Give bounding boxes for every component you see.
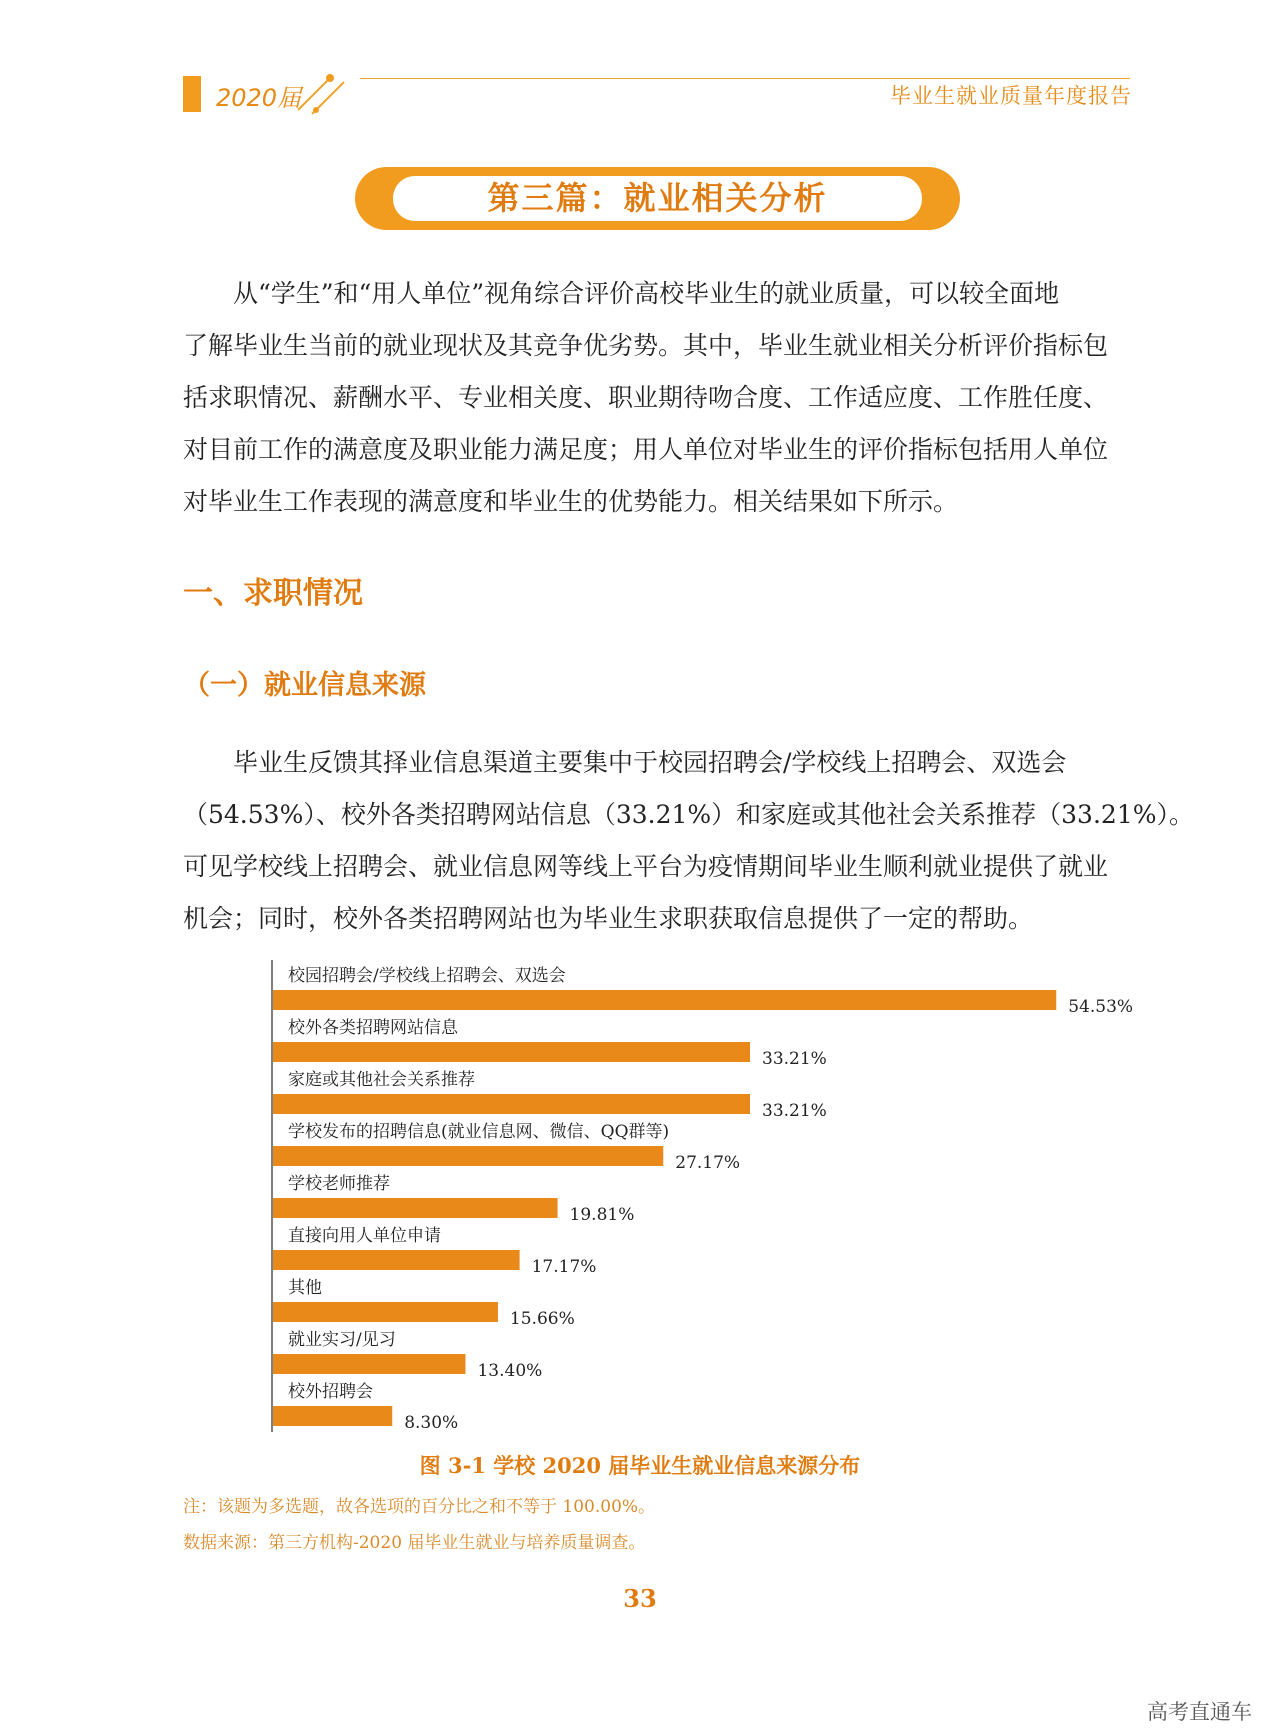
- value-label: 13.40%: [477, 1361, 543, 1381]
- category-label: 其他: [288, 1278, 322, 1298]
- category-label: 家庭或其他社会关系推荐: [288, 1070, 475, 1090]
- bar: [273, 990, 1056, 1010]
- chart-note: 注：该题为多选题，故各选项的百分比之和不等于 100.00%。: [183, 1497, 656, 1517]
- category-label: 校外招聘会: [288, 1382, 373, 1402]
- category-label: 就业实习/见习: [288, 1330, 396, 1350]
- body-paragraph: [183, 737, 1194, 945]
- chart-source: 数据来源：第三方机构-2020 届毕业生就业与培养质量调查。: [183, 1533, 646, 1553]
- intro-line: 括求职情况、薪酬水平、专业相关度、职业期待吻合度、工作适应度、工作胜任度、: [183, 383, 1109, 412]
- section-subheading: （一）就业信息来源: [183, 670, 426, 701]
- bar: [273, 1146, 663, 1166]
- bar: [273, 1042, 750, 1062]
- info-source-bar-chart: [260, 960, 1140, 1440]
- bar: [273, 1250, 520, 1270]
- value-label: 54.53%: [1068, 997, 1134, 1017]
- value-label: 33.21%: [762, 1049, 827, 1069]
- intro-line: 对目前工作的满意度及职业能力满足度；用人单位对毕业生的评价指标包括用人单位: [183, 435, 1109, 464]
- category-label: 校外各类招聘网站信息: [288, 1018, 458, 1038]
- section-banner-title: 第三篇：就业相关分析: [487, 179, 828, 217]
- bar: [273, 1094, 750, 1114]
- body-line: 机会；同时，校外各类招聘网站也为毕业生求职获取信息提供了一定的帮助。: [183, 904, 1034, 933]
- category-label: 学校发布的招聘信息(就业信息网、微信、QQ群等): [288, 1122, 670, 1142]
- intro-paragraph: [183, 268, 1128, 528]
- value-label: 8.30%: [404, 1413, 459, 1433]
- page-number: 33: [623, 1584, 657, 1613]
- bar: [273, 1406, 392, 1426]
- body-line: （54.53%）、校外各类招聘网站信息（33.21%）和家庭或其他社会关系推荐（33.21%）。: [183, 800, 1194, 829]
- value-label: 17.17%: [531, 1257, 597, 1277]
- intro-line: 了解毕业生当前的就业现状及其竞争优劣势。其中，毕业生就业相关分析评价指标包: [183, 331, 1109, 360]
- watermark: 高考直通车: [1147, 1700, 1252, 1724]
- chart-title: 图 3-1 学校 2020 届毕业生就业信息来源分布: [419, 1453, 861, 1478]
- value-label: 27.17%: [675, 1153, 741, 1173]
- header-title: 毕业生就业质量年度报告: [890, 84, 1132, 108]
- intro-line: 对毕业生工作表现的满意度和毕业生的优势能力。相关结果如下所示。: [183, 487, 959, 516]
- header-year: 2020届: [216, 84, 302, 112]
- value-label: 33.21%: [762, 1101, 827, 1121]
- value-label: 15.66%: [509, 1309, 575, 1329]
- value-label: 19.81%: [569, 1205, 635, 1225]
- body-line: 可见学校线上招聘会、就业信息网等线上平台为疫情期间毕业生顺利就业提供了就业: [183, 852, 1109, 881]
- category-label: 直接向用人单位申请: [288, 1226, 441, 1246]
- section-heading: 一、求职情况: [183, 576, 363, 611]
- header-accent-bar: [183, 76, 201, 112]
- body-line: 毕业生反馈其择业信息渠道主要集中于校园招聘会/学校线上招聘会、双选会: [183, 748, 1067, 777]
- bar: [273, 1354, 465, 1374]
- bar: [273, 1198, 558, 1218]
- category-label: 学校老师推荐: [288, 1174, 390, 1194]
- header-rule: [360, 78, 1130, 79]
- header-decoration-icon: [290, 70, 370, 120]
- category-label: 校园招聘会/学校线上招聘会、双选会: [288, 966, 566, 986]
- bar: [273, 1302, 498, 1322]
- intro-line: 从“学生”和“用人单位”视角综合评价高校毕业生的就业质量，可以较全面地: [183, 279, 1060, 308]
